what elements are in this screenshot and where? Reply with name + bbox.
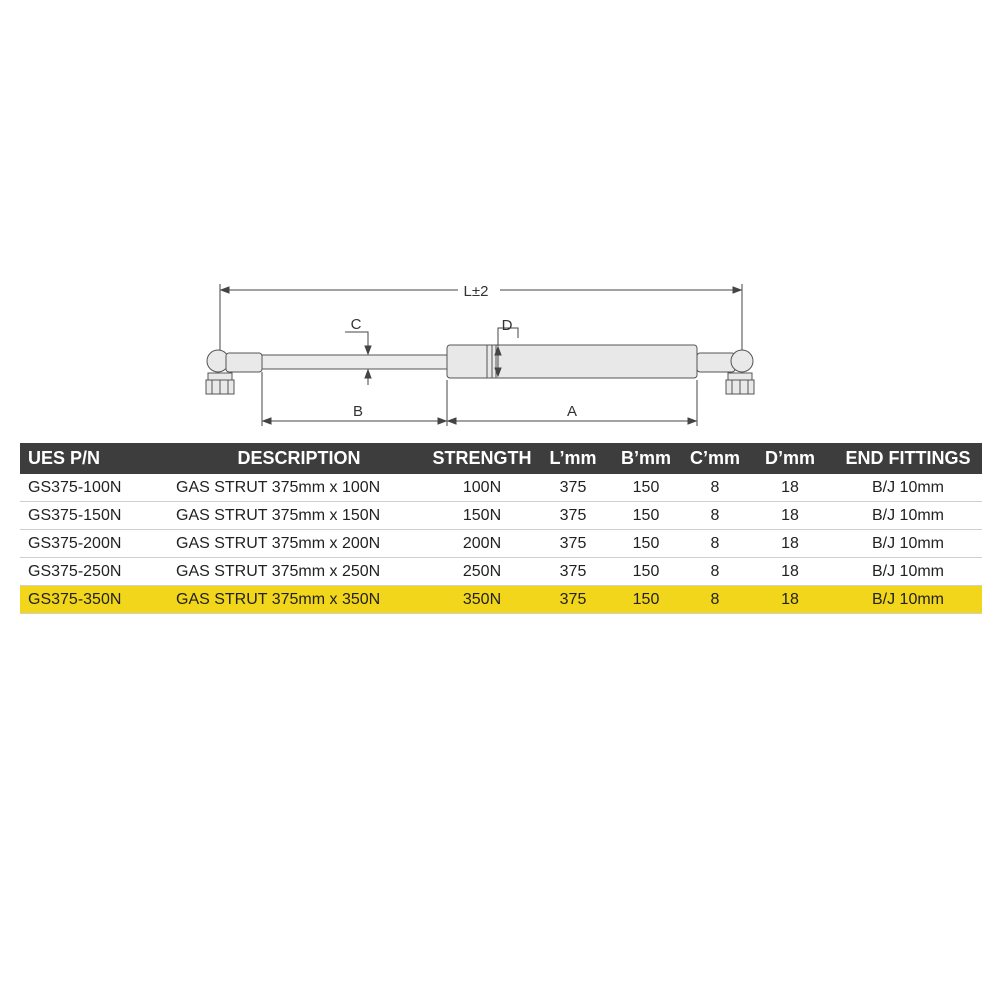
cell-d-mm: 18 xyxy=(746,558,834,586)
cell-strength: 150N xyxy=(426,502,538,530)
b-dimension-label: B xyxy=(352,403,364,420)
cell-end-fittings: B/J 10mm xyxy=(834,530,982,558)
cell-l-mm: 375 xyxy=(538,474,608,502)
cell-end-fittings: B/J 10mm xyxy=(834,586,982,614)
cell-d-mm: 18 xyxy=(746,474,834,502)
cell-strength: 250N xyxy=(426,558,538,586)
cell-part-number: GS375-350N xyxy=(20,586,172,614)
cell-end-fittings: B/J 10mm xyxy=(834,558,982,586)
cell-c-mm: 8 xyxy=(684,530,746,558)
table-row xyxy=(20,474,982,502)
c-dimension-label: C xyxy=(350,316,362,333)
cell-end-fittings: B/J 10mm xyxy=(834,474,982,502)
table-row xyxy=(20,502,982,530)
cell-b-mm: 150 xyxy=(608,530,684,558)
cell-l-mm: 375 xyxy=(538,558,608,586)
cell-part-number: GS375-100N xyxy=(20,474,172,502)
cell-part-number: GS375-150N xyxy=(20,502,172,530)
table-row xyxy=(20,558,982,586)
d-dimension-label: D xyxy=(501,317,513,334)
cell-c-mm: 8 xyxy=(684,586,746,614)
cell-b-mm: 150 xyxy=(608,558,684,586)
cell-part-number: GS375-200N xyxy=(20,530,172,558)
cell-l-mm: 375 xyxy=(538,586,608,614)
cell-description: GAS STRUT 375mm x 100N xyxy=(172,474,426,502)
table-row-highlighted xyxy=(20,586,982,614)
header-strength: STRENGTH xyxy=(426,443,538,474)
cell-d-mm: 18 xyxy=(746,530,834,558)
cell-b-mm: 150 xyxy=(608,586,684,614)
cell-description: GAS STRUT 375mm x 200N xyxy=(172,530,426,558)
cell-end-fittings: B/J 10mm xyxy=(834,502,982,530)
cell-b-mm: 150 xyxy=(608,474,684,502)
cell-description: GAS STRUT 375mm x 350N xyxy=(172,586,426,614)
left-ball-joint xyxy=(206,350,262,394)
table-row xyxy=(20,530,982,558)
cell-l-mm: 375 xyxy=(538,502,608,530)
header-part-number: UES P/N xyxy=(20,443,172,474)
cell-c-mm: 8 xyxy=(684,558,746,586)
overall-length-label: L±2 xyxy=(463,283,489,300)
header-c-mm: C’mm xyxy=(684,443,746,474)
header-description: DESCRIPTION xyxy=(172,443,426,474)
cell-description: GAS STRUT 375mm x 150N xyxy=(172,502,426,530)
cell-c-mm: 8 xyxy=(684,474,746,502)
header-d-mm: D’mm xyxy=(746,443,834,474)
cell-c-mm: 8 xyxy=(684,502,746,530)
table-header-row xyxy=(20,443,982,474)
header-l-mm: L’mm xyxy=(538,443,608,474)
header-end-fittings: END FITTINGS xyxy=(834,443,982,474)
cell-strength: 350N xyxy=(426,586,538,614)
cell-part-number: GS375-250N xyxy=(20,558,172,586)
piston-rod xyxy=(262,355,448,369)
cell-description: GAS STRUT 375mm x 250N xyxy=(172,558,426,586)
cell-b-mm: 150 xyxy=(608,502,684,530)
a-dimension-label: A xyxy=(566,403,578,420)
cell-strength: 100N xyxy=(426,474,538,502)
specification-table xyxy=(20,443,982,614)
cell-d-mm: 18 xyxy=(746,502,834,530)
cell-strength: 200N xyxy=(426,530,538,558)
header-b-mm: B’mm xyxy=(608,443,684,474)
right-ball-joint xyxy=(697,350,754,394)
cylinder-body xyxy=(447,345,697,378)
cell-l-mm: 375 xyxy=(538,530,608,558)
gas-strut-diagram xyxy=(0,270,1000,440)
cell-d-mm: 18 xyxy=(746,586,834,614)
